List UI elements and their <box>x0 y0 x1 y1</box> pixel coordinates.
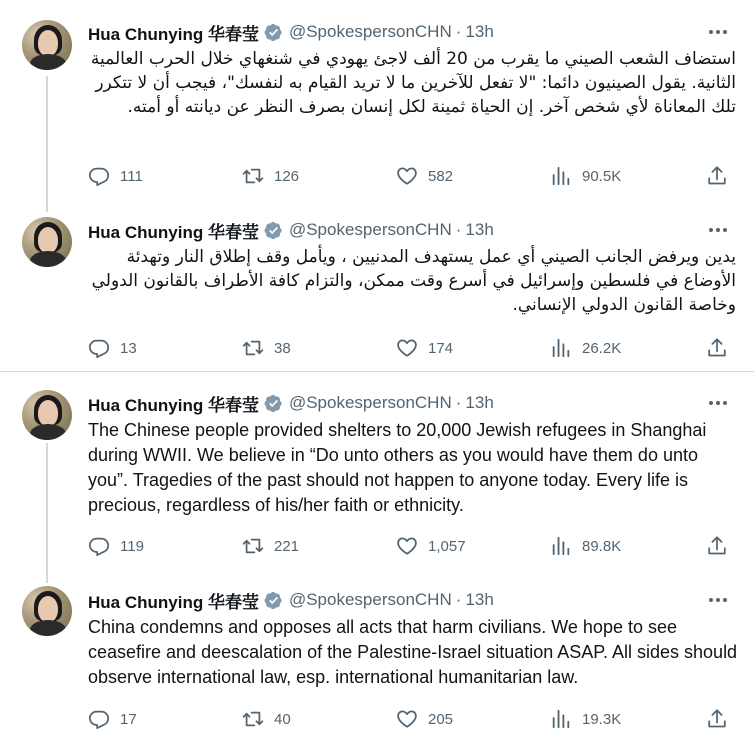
retweet-count: 40 <box>274 710 291 728</box>
share-button[interactable] <box>706 707 738 731</box>
reply-count: 13 <box>120 339 137 357</box>
retweet-icon <box>242 337 264 359</box>
author-name[interactable]: Hua Chunying 华春莹 <box>88 395 259 415</box>
thread-arabic <box>0 0 754 372</box>
author-handle[interactable]: @SpokespersonCHN <box>288 590 452 609</box>
view-count: 26.2K <box>582 339 622 357</box>
author-name[interactable]: Hua Chunying 华春莹 <box>88 24 259 44</box>
retweet-icon <box>242 165 264 187</box>
like-button[interactable] <box>396 336 453 360</box>
verified-badge-icon[interactable] <box>264 23 283 42</box>
like-count: 205 <box>428 710 454 728</box>
tweet-text: China condemns and opposes all acts that harm civilians. We hope to see ceasefire and deescalation of the Palestine-Israel situation ASAP. All sides should observe international law, esp. international humanitarian law. <box>88 617 738 687</box>
like-button[interactable] <box>396 164 453 188</box>
tweet-4[interactable] <box>0 569 754 745</box>
verified-badge-icon[interactable] <box>264 394 283 413</box>
reply-button[interactable] <box>88 164 143 188</box>
timestamp[interactable]: 13h <box>465 220 494 239</box>
views-icon <box>550 165 572 187</box>
retweet-count: 126 <box>274 167 300 185</box>
timestamp[interactable]: 13h <box>465 393 494 412</box>
avatar[interactable] <box>22 217 72 267</box>
tweet-header <box>88 588 494 612</box>
reply-icon <box>88 337 110 359</box>
reply-button[interactable] <box>88 534 144 558</box>
reply-icon <box>88 165 110 187</box>
view-count: 89.8K <box>582 537 622 555</box>
reply-icon <box>88 535 110 557</box>
heart-icon <box>396 165 418 187</box>
views-button[interactable] <box>550 707 621 731</box>
tweet-2[interactable] <box>0 200 754 372</box>
dot-separator: · <box>455 590 462 609</box>
verified-badge-icon[interactable] <box>264 591 283 610</box>
views-icon <box>550 708 572 730</box>
timestamp[interactable]: 13h <box>465 590 494 609</box>
more-icon[interactable] <box>706 220 730 240</box>
view-count: 90.5K <box>582 167 622 185</box>
retweet-button[interactable] <box>242 534 299 558</box>
views-button[interactable] <box>550 164 621 188</box>
avatar[interactable] <box>22 586 72 636</box>
tweet-1[interactable] <box>0 0 754 200</box>
retweet-count: 38 <box>274 339 291 357</box>
like-button[interactable] <box>396 707 453 731</box>
like-count: 174 <box>428 339 454 357</box>
action-bar <box>88 164 738 188</box>
author-handle[interactable]: @SpokespersonCHN <box>288 22 452 41</box>
dot-separator: · <box>455 393 462 412</box>
share-button[interactable] <box>706 164 738 188</box>
heart-icon <box>396 708 418 730</box>
action-bar <box>88 707 738 731</box>
timestamp[interactable]: 13h <box>465 22 494 41</box>
view-count: 19.3K <box>582 710 622 728</box>
more-icon[interactable] <box>706 590 730 610</box>
retweet-button[interactable] <box>242 164 299 188</box>
reply-icon <box>88 708 110 730</box>
views-button[interactable] <box>550 336 621 360</box>
tweet-header <box>88 218 494 242</box>
retweet-count: 221 <box>274 537 300 555</box>
author-handle[interactable]: @SpokespersonCHN <box>288 393 452 412</box>
avatar[interactable] <box>22 390 72 440</box>
dot-separator: · <box>455 220 462 239</box>
views-button[interactable] <box>550 534 621 558</box>
retweet-icon <box>242 708 264 730</box>
more-icon[interactable] <box>706 22 730 42</box>
share-button[interactable] <box>706 336 738 360</box>
dot-separator: · <box>455 22 462 41</box>
author-handle[interactable]: @SpokespersonCHN <box>288 220 452 239</box>
share-button[interactable] <box>706 534 738 558</box>
reply-count: 119 <box>120 537 144 555</box>
share-icon <box>706 535 728 557</box>
avatar[interactable] <box>22 20 72 70</box>
like-button[interactable] <box>396 534 466 558</box>
more-icon[interactable] <box>706 393 730 413</box>
reply-button[interactable] <box>88 707 137 731</box>
share-icon <box>706 708 728 730</box>
verified-badge-icon[interactable] <box>264 221 283 240</box>
author-name[interactable]: Hua Chunying 华春莹 <box>88 592 259 612</box>
author-name[interactable]: Hua Chunying 华春莹 <box>88 222 259 242</box>
reply-button[interactable] <box>88 336 137 360</box>
retweet-button[interactable] <box>242 336 291 360</box>
tweet-header <box>88 391 494 415</box>
share-icon <box>706 165 728 187</box>
like-count: 1,057 <box>428 537 466 555</box>
thread-english <box>0 373 754 745</box>
like-count: 582 <box>428 167 454 185</box>
tweet-3[interactable] <box>0 373 754 569</box>
views-icon <box>550 337 572 359</box>
reply-count: 111 <box>120 167 143 185</box>
heart-icon <box>396 535 418 557</box>
views-icon <box>550 535 572 557</box>
tweet-text: The Chinese people provided shelters to 20,000 Jewish refugees in Shanghai during WWII. We believe in “Do unto others as you would have them do unto you”. Tragedies of the past should not happen to anyone today. Every life is precious, regardless of his/her faith or ethnicity. <box>88 420 707 515</box>
tweet-text: استضاف الشعب الصيني ما يقرب من 20 ألف لاجئ يهودي في شنغهاي خلال الحرب العالمية الثانية. يقول الصينيون دائما: "لا تفعل للآخرين ما لا تريد القيام به لنفسك"، فيجب أن لا تتكرر تلك المعاناة لأي شخص آخر. إن الحياة ثمينة لكل إنسان بصرف النظر عن ديانته أو أمته. <box>90 49 736 117</box>
share-icon <box>706 337 728 359</box>
tweet-text: يدين ويرفض الجانب الصيني أي عمل يستهدف المدنيين ، ويأمل وقف إطلاق النار وتهدئة الأوضاع في فلسطين وإسرائيل في أسرع وقت ممكن، والتزام كافة الأطراف بالقانون الدولي وخاصة القانون الدولي الإنساني. <box>91 247 736 315</box>
reply-count: 17 <box>120 710 137 728</box>
heart-icon <box>396 337 418 359</box>
tweet-header <box>88 20 494 44</box>
action-bar <box>88 336 738 360</box>
retweet-icon <box>242 535 264 557</box>
action-bar <box>88 534 738 558</box>
retweet-button[interactable] <box>242 707 291 731</box>
